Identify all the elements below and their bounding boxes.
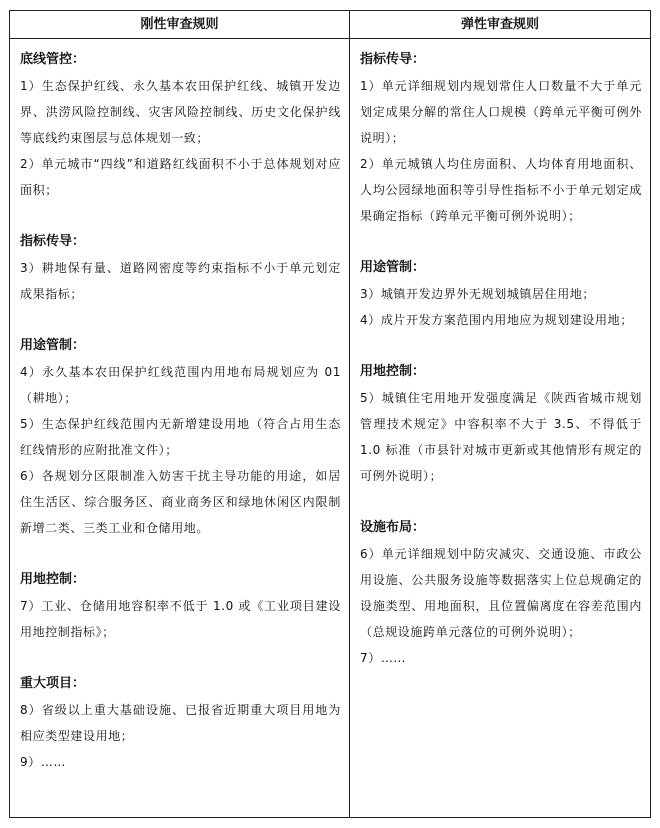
rule-item: 9）…… <box>20 755 67 769</box>
rule-item: 5）生态保护红线范围内无新增建设用地（符合占用生态红线情形的应附批准文件）； <box>20 417 341 457</box>
section-indicator-transmission <box>20 229 341 307</box>
rule-item: 8）省级以上重大基础设施、已报省近期重大项目用地为相应类型建设用地； <box>20 703 341 743</box>
section-title: 用地控制： <box>360 364 426 379</box>
section-title: 指标传导： <box>20 234 86 249</box>
rigid-rules-column <box>10 39 349 817</box>
flexible-rules-column <box>350 39 650 817</box>
section-indicator-transmission <box>360 47 642 229</box>
table-header <box>10 11 650 39</box>
rule-item: 7）…… <box>360 651 407 665</box>
review-rules-table <box>9 10 651 818</box>
section-baseline-control <box>20 47 341 203</box>
section-title: 用地控制： <box>20 572 86 587</box>
section-use-control <box>360 255 642 333</box>
rule-item: 4）成片开发方案范围内用地应为规划建设用地； <box>360 313 633 327</box>
rule-item: 1）单元详细规划内规划常住人口数量不大于单元划定成果分解的常住人口规模（跨单元平衡可例外说明）； <box>360 79 642 145</box>
section-title: 底线管控： <box>20 52 86 67</box>
rule-item: 4）永久基本农田保护红线范围内用地布局规划应为 01（耕地）； <box>20 365 341 405</box>
rule-item: 1）生态保护红线、永久基本农田保护红线、城镇开发边界、洪涝风险控制线、灾害风险控制线、历史文化保护线等底线约束图层与总体规划一致； <box>20 79 341 145</box>
section-title: 重大项目： <box>20 676 86 691</box>
rule-item: 6）单元详细规划中防灾减灾、交通设施、市政公用设施、公共服务设施等数据落实上位总规确定的设施类型、用地面积，且位置偏离度在容差范围内（总规设施跨单元落位的可例外说明）； <box>360 547 642 639</box>
rule-item: 3）城镇开发边界外无规划城镇居住用地； <box>360 287 596 301</box>
rule-item: 7）工业、仓储用地容积率不低于 1.0 或《工业项目建设用地控制指标》； <box>20 599 341 639</box>
section-land-control <box>360 359 642 489</box>
section-title: 设施布局： <box>360 520 426 535</box>
section-major-projects <box>20 671 341 775</box>
rule-item: 2）单元城市“四线”和道路红线面积不小于总体规划对应面积； <box>20 157 341 197</box>
section-use-control <box>20 333 341 541</box>
section-title: 用途管制： <box>360 260 426 275</box>
rule-item: 5）城镇住宅用地开发强度满足《陕西省城市规划管理技术规定》中容积率不大于 3.5、不得低于 1.0 标准（市县针对城市更新或其他情形有规定的可例外说明）； <box>360 391 642 483</box>
rule-item: 6）各规划分区限制准入妨害干扰主导功能的用途，如居住生活区、综合服务区、商业商务区和绿地休闲区内限制新增二类、三类工业和仓储用地。 <box>20 469 341 535</box>
section-title: 用途管制： <box>20 338 86 353</box>
rule-item: 3）耕地保有量、道路网密度等约束指标不小于单元划定成果指标； <box>20 261 341 301</box>
section-land-control <box>20 567 341 645</box>
rule-item: 2）单元城镇人均住房面积、人均体育用地面积、人均公园绿地面积等引导性指标不小于单元划定成果确定指标（跨单元平衡可例外说明）； <box>360 157 642 223</box>
header-rigid-rules: 刚性审查规则 <box>140 17 219 32</box>
header-flexible-rules: 弹性审查规则 <box>460 17 539 32</box>
section-title: 指标传导： <box>360 52 426 67</box>
section-facility-layout <box>360 515 642 671</box>
